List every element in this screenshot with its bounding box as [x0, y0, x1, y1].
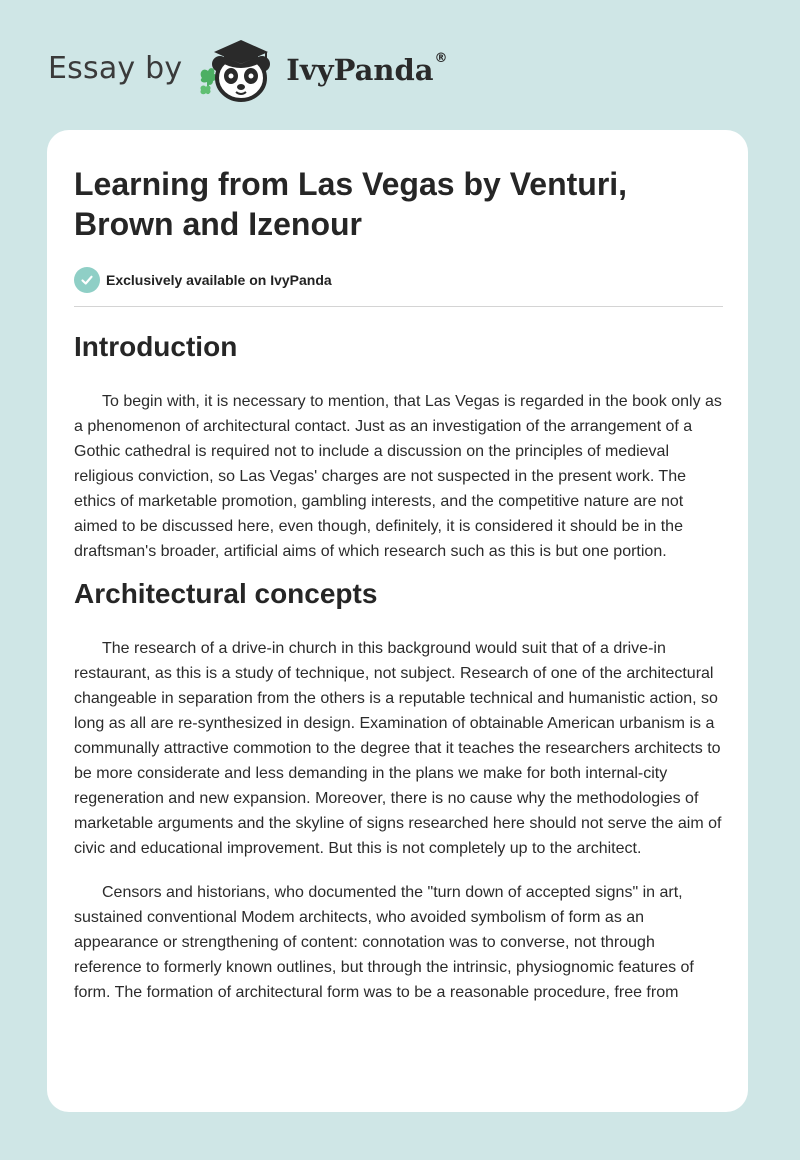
exclusive-notice: [74, 266, 723, 294]
panda-graduate-logo-icon[interactable]: [196, 34, 280, 106]
paragraph-architectural-concepts-1: The research of a drive-in church in this background would suit that of a drive-in restaurant, as this is a study of technique, not subject. Research of one of the architectural changeable in separation from the others is a reputable technical and humanistic action, so long as all are re-synthesized in design. Examination of obtainable American urbanism is a communally attractive commotion to the degree that it teaches the researchers architects to be more considerate and less demanding in the plans we make for both internal-city regeneration and new expansion. Moreover, there is no cause why the methodologies of marketable arguments and the skyline of signs researched here should not serve the aim of civic and educational improvement. But this is not completely up to the architect.: [74, 640, 722, 857]
essay-title: [74, 164, 723, 244]
essay-title-line-1: Learning from Las Vegas by Venturi,: [74, 166, 628, 202]
essay-content: [74, 164, 723, 1005]
title-divider: [74, 306, 723, 307]
essay-title-line-2: Brown and Izenour: [74, 206, 362, 242]
check-icon: [74, 267, 100, 293]
brand-prefix: Essay by: [48, 50, 183, 86]
registered-mark: ®: [434, 50, 448, 66]
paragraph-introduction-1: To begin with, it is necessary to mention, that Las Vegas is regarded in the book only as a phenomenon of architectural contact. Just as an investigation of the arrangement of a Gothic cathedral is required not to include a discussion on the principles of medieval religious conviction, so Las Vegas' charges are not suspected in the present work. The ethics of marketable promotion, gambling interests, and the competitive nature are not aimed to be discussed here, even though, definitely, it is considered it should be in the draftsman's broader, artificial aims of which research such as this is but one portion.: [74, 393, 722, 560]
essay-card: [47, 130, 748, 1112]
section-heading-architectural-concepts: Architectural concepts: [74, 578, 378, 609]
section-heading-introduction: Introduction: [74, 331, 238, 362]
paragraph-architectural-concepts-2: Censors and historians, who documented the "turn down of accepted signs" in art, sustained conventional Modem architects, who avoided symbolism of form as an appearance or strengthening of content: connotation was to converse, not through reference to formerly known outlines, but through the intrinsic, physiognomic features of form. The formation of architectural form was to be a reasonable procedure, free from: [74, 884, 694, 1001]
exclusive-label: Exclusively available on IvyPanda: [106, 272, 332, 288]
brand-name[interactable]: IvyPanda: [286, 53, 434, 87]
site-header: [48, 34, 448, 106]
